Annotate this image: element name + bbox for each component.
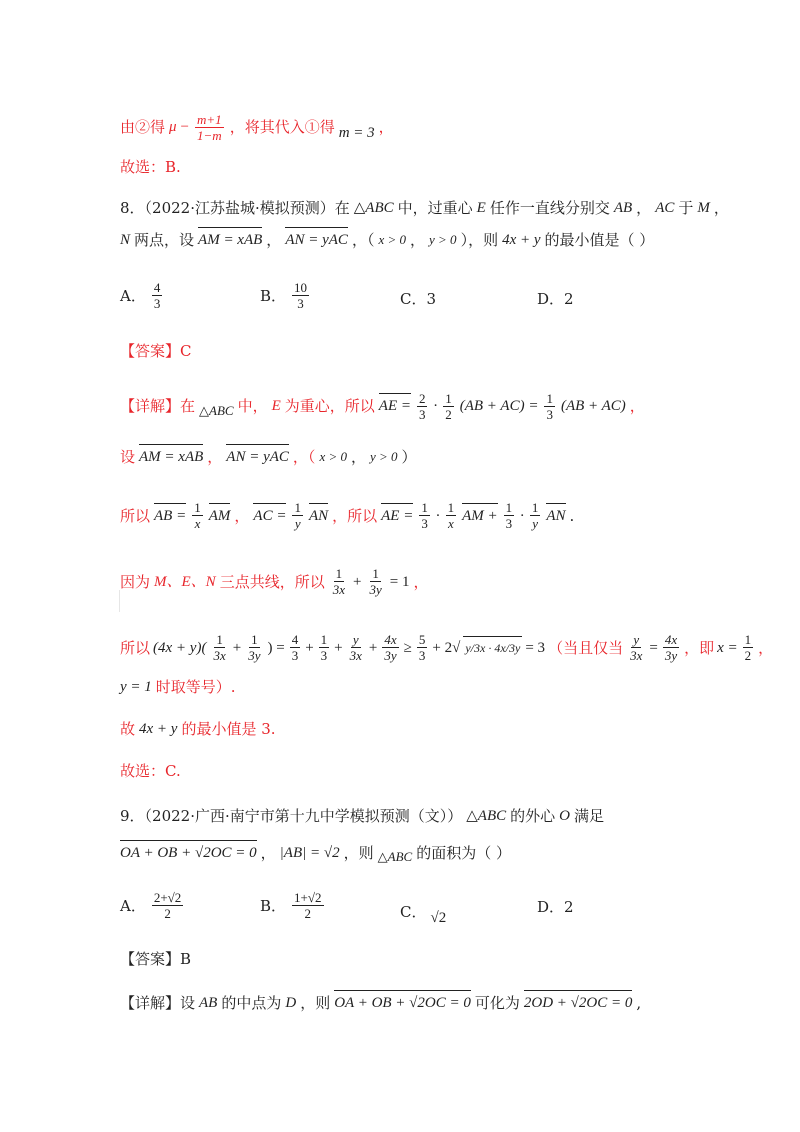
text: ，	[207, 448, 223, 466]
math-vector: AM	[209, 505, 231, 527]
fraction: $\frac{1}{3y}$	[369, 566, 382, 597]
math-op: ≥	[403, 639, 412, 656]
text: ，	[234, 506, 250, 525]
fraction: $\frac{4}{3}$	[153, 280, 161, 311]
option-a[interactable]	[120, 890, 185, 921]
math-expr: (4x + y)(	[153, 639, 207, 656]
text: 三点共线，所以	[219, 572, 325, 591]
option-value: √2	[430, 910, 447, 926]
math-op: ·	[520, 507, 524, 524]
text: ，	[758, 638, 774, 657]
math-d: D	[285, 995, 297, 1011]
option-d[interactable]	[537, 288, 574, 309]
detail-8-line-2	[120, 446, 720, 468]
fraction: $\frac{5}{3}$	[418, 632, 426, 663]
text: ，	[266, 231, 282, 249]
fraction: $\frac{1}{3x}$	[213, 632, 226, 663]
text: 的外心	[510, 807, 556, 825]
math-ab: AB	[199, 995, 218, 1011]
text: 设	[120, 448, 136, 466]
text: 时取等号）.	[155, 678, 236, 696]
fraction: $\frac{4x}{3y}$	[664, 632, 678, 663]
math-vector: AN	[546, 505, 565, 527]
text: 因为	[120, 572, 151, 591]
math-vector: OA + OB + √2OC = 0	[334, 992, 471, 1014]
text: ，	[378, 118, 394, 136]
math-expr: 4x + y	[502, 232, 541, 248]
fraction: $\frac{4}{3}$	[291, 632, 299, 663]
detail-8-line-7	[120, 718, 720, 740]
option-c[interactable]	[400, 896, 446, 927]
fraction: $\frac{1}{y}$	[531, 500, 539, 531]
choice-line	[120, 156, 720, 178]
question-8-line-2	[120, 229, 720, 251]
math-vector: AM +	[462, 505, 498, 527]
math-m: m = 3	[338, 125, 375, 141]
math-expr: 4x + y	[139, 721, 178, 737]
math-vector: AN	[309, 505, 328, 527]
text: 【答案】C	[120, 342, 192, 360]
detail-8-line-4	[120, 566, 720, 597]
text: ，即	[684, 638, 715, 657]
text: 【详解】设	[120, 994, 196, 1012]
text: 两点，设	[134, 231, 195, 249]
detail-8-line-3	[120, 500, 720, 531]
math-expr: = 3	[525, 639, 546, 656]
fraction: $\frac{1}{3}$	[546, 390, 553, 422]
option-d[interactable]	[537, 896, 574, 917]
text: 所以	[120, 638, 151, 657]
fraction: $\frac{1}{y}$	[294, 500, 301, 531]
text: 故	[120, 720, 136, 738]
fraction: $\frac{2+√2}{2}$	[153, 890, 182, 921]
option-b[interactable]	[260, 890, 326, 921]
detail-8-line-8	[120, 760, 720, 782]
fraction: $\frac{y}{3x}$	[349, 632, 362, 663]
math-points: M、E、N	[154, 573, 216, 590]
math-e: E	[271, 398, 281, 414]
math-triangle: △ABC	[199, 403, 234, 418]
fraction: $\frac{4x}{3y}$	[384, 632, 397, 663]
math-vector: AM = xAB	[198, 229, 262, 251]
text: ，	[350, 448, 366, 466]
fraction: $\frac{1}{2}$	[445, 390, 452, 422]
math-vector: AM = xAB	[139, 446, 203, 468]
math-expr: = 1	[389, 573, 410, 590]
text: 【详解】在	[120, 397, 196, 415]
math-expr: x =	[717, 639, 738, 656]
math-ac: AC	[655, 200, 675, 216]
math-op: +	[352, 573, 362, 590]
text: 的最小值是 3.	[181, 720, 276, 738]
text: 由②得	[120, 118, 166, 136]
detail-8-line-1	[120, 390, 720, 422]
math-vector: AB =	[154, 505, 186, 527]
text: 任作一直线分别交	[489, 199, 610, 217]
math-op: +	[305, 639, 314, 656]
text: ，将其代入①得	[229, 118, 335, 136]
text: 中，	[237, 397, 268, 415]
math-op: ·	[433, 398, 438, 414]
text: 【答案】B	[120, 950, 192, 968]
math-op: ) =	[267, 639, 285, 656]
text: ,	[636, 994, 642, 1012]
math-expr: (AB + AC) =	[459, 398, 539, 414]
text: 中，过重心	[397, 199, 473, 217]
derivation-line-1	[120, 110, 720, 144]
math-cond: x > 0	[319, 449, 347, 464]
math-vector: AN = yAC	[285, 229, 348, 251]
text: ，	[413, 572, 429, 591]
detail-8-line-6	[120, 676, 720, 698]
option-text: D．2	[537, 290, 574, 308]
option-label: C．	[400, 903, 427, 921]
fraction: $\frac{1}{3y}$	[248, 632, 261, 663]
text: 为重心，所以	[284, 397, 375, 415]
option-label: A．	[120, 287, 146, 305]
math-vector: OA + OB + √2OC = 0	[120, 842, 257, 864]
fraction: $\frac{1}{x}$	[194, 500, 201, 531]
text: 的中点为	[221, 994, 282, 1012]
math-e: E	[476, 200, 486, 216]
margin-mark	[119, 590, 120, 612]
fraction: $\frac{1}{3}$	[505, 500, 513, 531]
fraction: $\frac{y}{3x}$	[630, 632, 643, 663]
fraction: $\frac{1+√2}{2}$	[294, 890, 322, 921]
math-op: +	[232, 639, 242, 656]
math-m: M	[697, 200, 710, 216]
fraction: $\frac{1}{3x}$	[332, 566, 345, 597]
math-expr: |AB| = √2	[279, 845, 340, 861]
text: ，则	[343, 844, 374, 862]
text: 的最小值是（ ）	[544, 231, 655, 249]
option-label: B．	[260, 287, 287, 305]
text: ，（	[351, 231, 375, 249]
math-cond: y > 0	[429, 232, 457, 247]
math-triangle: △ABC	[353, 200, 394, 216]
math-op: +	[368, 639, 378, 656]
text: 所以	[120, 506, 151, 525]
question-9-line-1	[120, 805, 720, 827]
detail-8-line-5	[120, 632, 774, 663]
text: ，所以	[332, 506, 378, 525]
question-8-line-1	[120, 197, 729, 219]
text: ，	[410, 231, 426, 249]
math-op: =	[649, 639, 658, 656]
text: ，（	[292, 448, 316, 466]
math-expr: y = 1	[120, 679, 152, 695]
option-label: A．	[120, 897, 146, 915]
option-a[interactable]	[120, 280, 164, 311]
math-op: + 2√	[432, 639, 461, 656]
text: 8．（2022·江苏盐城·模拟预测）在	[120, 199, 350, 217]
text: 故选：C.	[120, 762, 181, 780]
math-op: +	[334, 639, 343, 656]
answer-9	[120, 948, 720, 970]
option-label: B．	[260, 897, 287, 915]
math-cond: x > 0	[378, 232, 406, 247]
option-text: D．2	[537, 898, 574, 916]
fraction: $\frac{1}{3}$	[421, 500, 428, 531]
text: 的面积为（ ）	[416, 844, 511, 862]
text: .	[569, 506, 575, 525]
math-mu: μ	[169, 119, 177, 135]
text: ，	[636, 199, 652, 217]
fraction: $\frac{1}{2}$	[744, 632, 752, 663]
math-vector: AE =	[381, 505, 413, 527]
math-n: N	[120, 232, 131, 248]
math-o: O	[559, 808, 570, 824]
fraction: $\frac{2}{3}$	[418, 390, 426, 422]
answer-8	[120, 340, 720, 362]
fraction: $\frac{m+1}{1-m}$	[197, 111, 222, 143]
text: 满足	[574, 807, 605, 825]
text: 于	[678, 199, 694, 217]
text: 故选：B.	[120, 158, 181, 176]
text: （当且仅当	[548, 638, 624, 657]
text: ，	[260, 844, 276, 862]
option-text: C．3	[400, 290, 437, 308]
detail-9-line-1	[120, 992, 720, 1014]
math-vector: AC =	[253, 505, 286, 527]
math-ab: AB	[613, 200, 633, 216]
math-vector: AE =	[379, 395, 411, 417]
text: ）	[401, 448, 417, 466]
math-op: ·	[435, 507, 440, 524]
option-b[interactable]	[260, 280, 311, 311]
math-triangle: △ABC	[466, 808, 507, 824]
fraction: $\frac{1}{3}$	[320, 632, 328, 663]
text: ，	[713, 199, 729, 217]
math-vector: 2OD + √2OC = 0	[524, 992, 632, 1014]
math-cond: y > 0	[370, 449, 398, 464]
text: ，则	[300, 994, 331, 1012]
math-expr: (AB + AC)	[560, 398, 626, 414]
text: 可化为	[474, 994, 520, 1012]
text: ），则	[460, 231, 499, 249]
question-9-line-2	[120, 838, 720, 868]
fraction: $\frac{10}{3}$	[294, 280, 308, 311]
math-op: −	[180, 119, 190, 135]
math-triangle: △ABC	[377, 849, 413, 864]
text: ，	[629, 397, 645, 415]
option-c[interactable]	[400, 288, 436, 309]
math-vector: AN = yAC	[226, 446, 289, 468]
text: 9．（2022·广西·南宁市第十九中学模拟预测（文））	[120, 807, 463, 825]
math-sqrt: y/3x · 4x/3y	[463, 636, 522, 659]
fraction: $\frac{1}{x}$	[447, 500, 455, 531]
